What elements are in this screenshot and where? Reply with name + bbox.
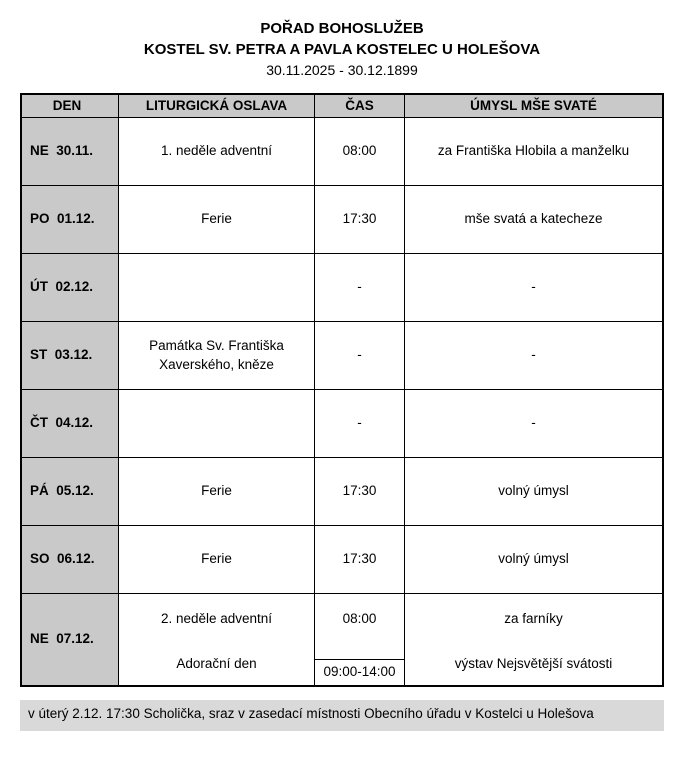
intention-cell: za Františka Hlobila a manželku xyxy=(437,143,630,159)
date-range: 30.11.2025 - 30.12.1899 xyxy=(266,62,418,78)
time-cell: 17:30 xyxy=(315,186,405,253)
time-cell: 08:00 xyxy=(315,118,405,185)
celebration-cell xyxy=(119,254,315,321)
table-row xyxy=(22,593,662,685)
intention-cell: volný úmysl xyxy=(498,483,569,499)
intention-cell: volný úmysl xyxy=(498,551,569,567)
celebration-cell: Ferie xyxy=(119,526,315,593)
schedule-table xyxy=(20,93,664,687)
celebration-cell xyxy=(119,390,315,457)
intention-line-1: za farníky xyxy=(504,611,563,626)
column-header-celebration: LITURGICKÁ OSLAVA xyxy=(119,95,315,117)
time-cell: 17:30 xyxy=(315,458,405,525)
celebration-line-1: 2. neděle adventní xyxy=(160,611,273,626)
time-line-1: 08:00 xyxy=(342,611,377,626)
celebration-cell: Ferie xyxy=(119,186,315,253)
time-cell xyxy=(315,594,405,685)
celebration-cell: Památka Sv. Františka Xaverského, kněze xyxy=(119,322,315,389)
day-cell: PÁ 05.12. xyxy=(22,458,119,525)
day-cell: ÚT 02.12. xyxy=(22,254,119,321)
celebration-cell xyxy=(119,594,315,685)
time-cell: - xyxy=(315,322,405,389)
intention-cell: - xyxy=(531,415,536,431)
table-row xyxy=(22,185,662,253)
page-subtitle: KOSTEL SV. PETRA A PAVLA KOSTELEC U HOLEŠOVA xyxy=(143,41,541,58)
table-row xyxy=(22,321,662,389)
table-row xyxy=(22,117,662,185)
column-header-time: ČAS xyxy=(315,95,405,117)
footer-note: v úterý 2.12. 17:30 Scholička, sraz v zasedací místnosti Obecního úřadu v Kostelci u Holešova xyxy=(20,700,664,731)
day-cell: SO 06.12. xyxy=(22,526,119,593)
time-line-2: 09:00-14:00 xyxy=(315,659,404,685)
column-header-den: DEN xyxy=(22,95,119,117)
day-cell: PO 01.12. xyxy=(22,186,119,253)
document-header xyxy=(20,18,664,81)
day-cell: NE 30.11. xyxy=(22,118,119,185)
intention-cell xyxy=(405,594,662,685)
table-row xyxy=(22,457,662,525)
column-header-intention: ÚMYSL MŠE SVATÉ xyxy=(405,95,662,117)
table-row xyxy=(22,389,662,457)
day-cell: NE 07.12. xyxy=(22,594,119,685)
time-cell: - xyxy=(315,390,405,457)
celebration-cell: 1. neděle adventní xyxy=(119,118,315,185)
time-cell: - xyxy=(315,254,405,321)
day-cell: ČT 04.12. xyxy=(22,390,119,457)
celebration-line-2: Adorační den xyxy=(176,655,257,671)
table-row xyxy=(22,253,662,321)
intention-cell: mše svatá a katecheze xyxy=(464,211,603,227)
time-cell: 17:30 xyxy=(315,526,405,593)
intention-cell: - xyxy=(531,347,536,363)
table-row xyxy=(22,525,662,593)
intention-line-2: výstav Nejsvětější svátosti xyxy=(454,655,613,671)
table-header-row xyxy=(22,95,662,117)
celebration-cell: Ferie xyxy=(119,458,315,525)
page-title: POŘAD BOHOSLUŽEB xyxy=(260,20,424,37)
intention-cell: - xyxy=(531,279,536,295)
day-cell: ST 03.12. xyxy=(22,322,119,389)
